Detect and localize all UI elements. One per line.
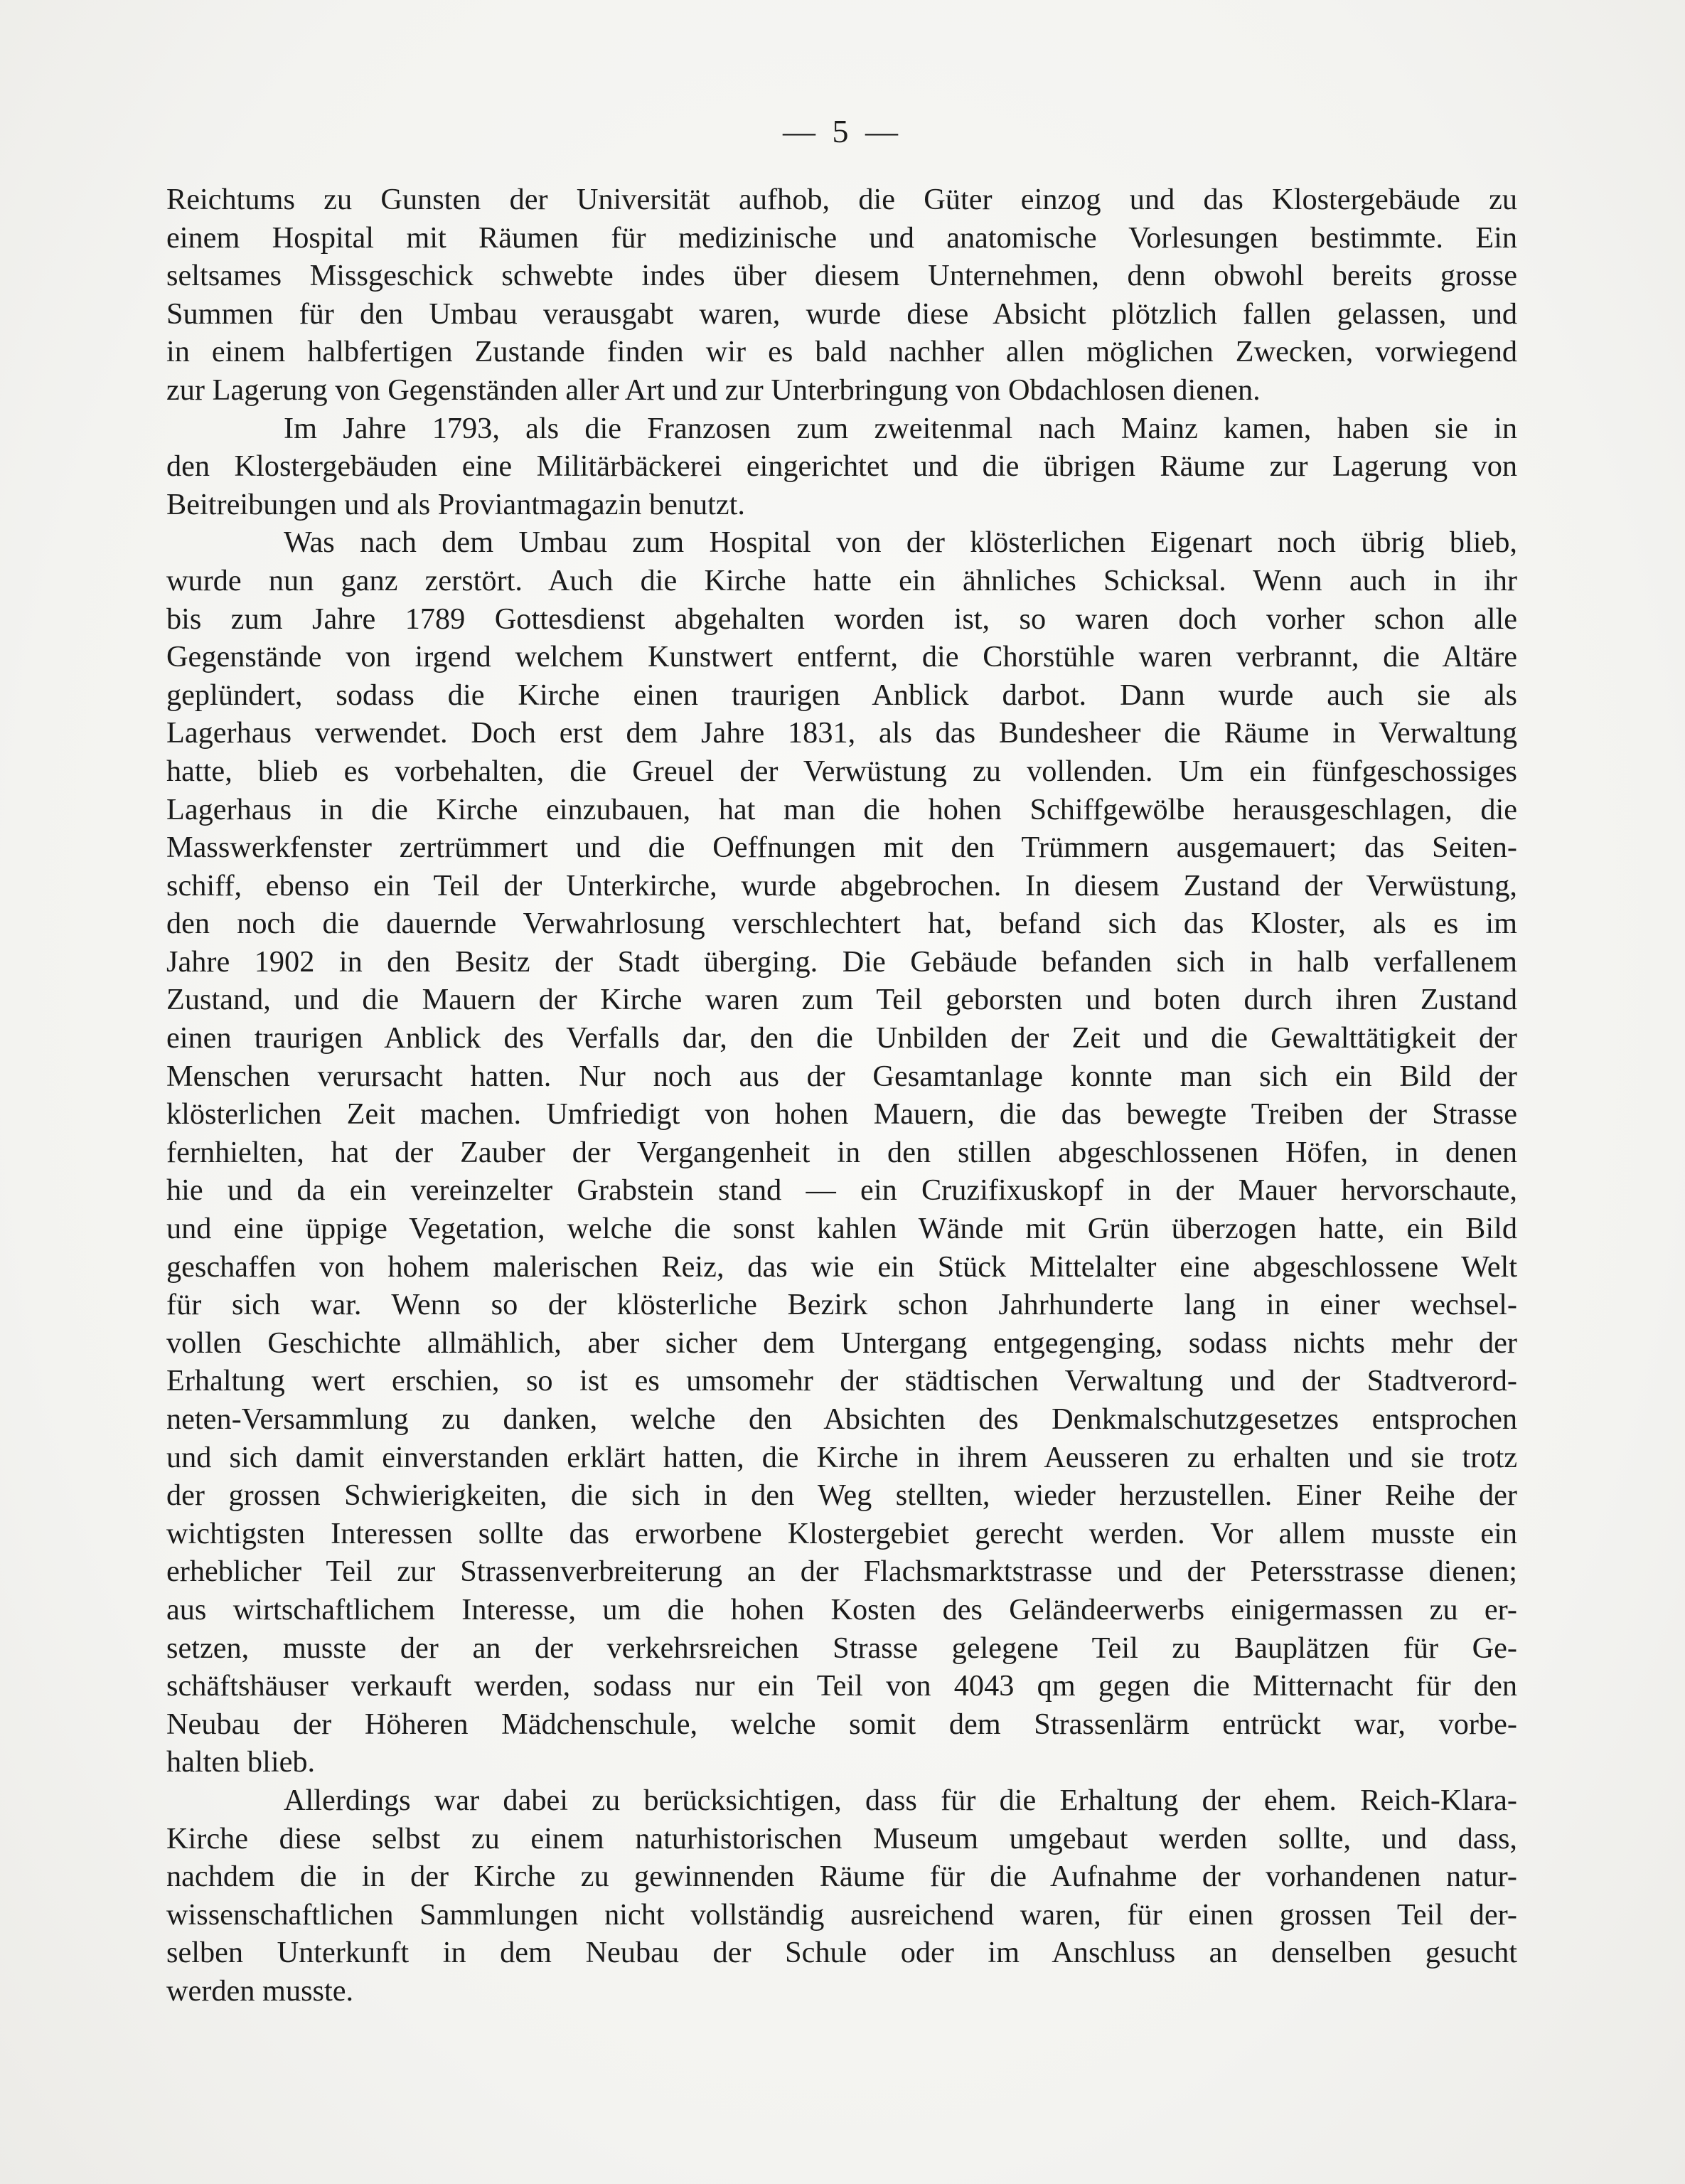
text-line: werden musste.: [166, 1973, 354, 2008]
paragraph: [166, 1781, 1517, 2010]
text-line: Summen für den Umbau verausgabt waren, wurde diese Absicht plötzlich fallen gelassen, und: [166, 297, 1517, 331]
text-line: einen traurigen Anblick des Verfalls dar, den die Unbilden der Zeit und die Gewalttätigkeit der: [166, 1021, 1517, 1055]
text-line: und sich damit einverstanden erklärt hatten, die Kirche in ihrem Aeusseren zu erhalten und sie trotz: [166, 1440, 1517, 1474]
text-line: wichtigsten Interessen sollte das erworbene Klostergebiet gerecht werden. Vor allem musste ein: [166, 1516, 1517, 1550]
text-line: hie und da ein vereinzelter Grabstein stand — ein Cruzifixuskopf in der Mauer hervorschaute,: [166, 1173, 1517, 1208]
text-line: den Klostergebäuden eine Militärbäckerei eingerichtet und die übrigen Räume zur Lagerung von: [166, 449, 1517, 484]
text-line: klösterlichen Zeit machen. Umfriedigt von hohen Mauern, die das bewegte Treiben der Strasse: [166, 1097, 1517, 1131]
text-line: Zustand, und die Mauern der Kirche waren zum Teil geborsten und boten durch ihren Zustand: [166, 983, 1517, 1017]
text-line: Was nach dem Umbau zum Hospital von der klösterlichen Eigenart noch übrig blieb,: [284, 526, 1517, 560]
text-line: erheblicher Teil zur Strassenverbreiterung an der Flachsmarktstrasse und der Petersstrasse dienen;: [166, 1555, 1517, 1589]
text-line: selben Unterkunft in dem Neubau der Schule oder im Anschluss an denselben gesucht: [166, 1936, 1517, 1970]
text-line: Menschen verursacht hatten. Nur noch aus der Gesamtanlage konnte man sich ein Bild der: [166, 1059, 1517, 1093]
text-line: und eine üppige Vegetation, welche die sonst kahlen Wände mit Grün überzogen hatte, ein Bild: [166, 1212, 1517, 1246]
text-line: vollen Geschichte allmählich, aber sicher dem Untergang entgegenging, sodass nichts mehr der: [166, 1326, 1517, 1360]
text-line: nachdem die in der Kirche zu gewinnenden Räume für die Aufnahme der vorhandenen natur-: [166, 1860, 1517, 1894]
text-line: Kirche diese selbst zu einem naturhistorischen Museum umgebaut werden sollte, und dass,: [166, 1821, 1517, 1855]
text-line: setzen, musste der an der verkehrsreichen Strasse gelegene Teil zu Bauplätzen für Ge-: [166, 1631, 1517, 1665]
text-line: Lagerhaus in die Kirche einzubauen, hat man die hohen Schiffgewölbe herausgeschlagen, die: [166, 792, 1517, 826]
paragraph: [166, 410, 1517, 524]
text-line: Neubau der Höheren Mädchenschule, welche somit dem Strassenlärm entrückt war, vorbe-: [166, 1707, 1517, 1741]
text-line: wissenschaftlichen Sammlungen nicht vollständig ausreichend waren, für einen grossen Teil der-: [166, 1897, 1517, 1932]
text-line: Erhaltung wert erschien, so ist es umsomehr der städtischen Verwaltung und der Stadtverord-: [166, 1364, 1517, 1398]
text-line: schäftshäuser verkauft werden, sodass nur ein Teil von 4043 qm gegen die Mitternacht für den: [166, 1669, 1517, 1703]
text-line: halten blieb.: [166, 1745, 316, 1779]
page-number: — 5 —: [783, 113, 902, 149]
text-line: hatte, blieb es vorbehalten, die Greuel der Verwüstung zu vollenden. Um ein fünfgeschossiges: [166, 754, 1517, 788]
text-line: einem Hospital mit Räumen für medizinische und anatomische Vorlesungen bestimmte. Ein: [166, 220, 1517, 255]
text-line: Allerdings war dabei zu berücksichtigen, dass für die Erhaltung der ehem. Reich-Klara-: [284, 1783, 1517, 1817]
text-line: Gegenstände von irgend welchem Kunstwert entfernt, die Chorstühle waren verbrannt, die Altäre: [166, 640, 1517, 674]
text-line: aus wirtschaftlichem Interesse, um die hohen Kosten des Geländeerwerbs einigermassen zu er-: [166, 1592, 1517, 1626]
body-text: [166, 181, 1517, 2010]
text-line: den noch die dauernde Verwahrlosung verschlechtert hat, befand sich das Kloster, als es im: [166, 907, 1517, 941]
text-line: Masswerkfenster zertrümmert und die Oeffnungen mit den Trümmern ausgemauert; das Seiten-: [166, 831, 1517, 865]
text-line: in einem halbfertigen Zustande finden wir es bald nachher allen möglichen Zwecken, vorwiegend: [166, 335, 1517, 369]
text-line: seltsames Missgeschick schwebte indes über diesem Unternehmen, denn obwohl bereits grosse: [166, 259, 1517, 293]
text-line: wurde nun ganz zerstört. Auch die Kirche hatte ein ähnliches Schicksal. Wenn auch in ihr: [166, 563, 1517, 597]
paragraph: [166, 523, 1517, 1781]
text-line: Lagerhaus verwendet. Doch erst dem Jahre 1831, als das Bundesheer die Räume in Verwaltung: [166, 716, 1517, 750]
text-line: geschaffen von hohem malerischen Reiz, das wie ein Stück Mittelalter eine abgeschlossene Welt: [166, 1250, 1517, 1284]
text-line: bis zum Jahre 1789 Gottesdienst abgehalten worden ist, so waren doch vorher schon alle: [166, 602, 1517, 636]
paragraph: [166, 181, 1517, 410]
text-line: Reichtums zu Gunsten der Universität aufhob, die Güter einzog und das Klostergebäude zu: [166, 183, 1517, 216]
text-line: der grossen Schwierigkeiten, die sich in den Weg stellten, wieder herzustellen. Einer Reihe der: [166, 1479, 1517, 1513]
text-line: für sich war. Wenn so der klösterliche Bezirk schon Jahrhunderte lang in einer wechsel-: [166, 1288, 1517, 1322]
text-line: neten-Versammlung zu danken, welche den Absichten des Denkmalschutzgesetzes entsprochen: [166, 1402, 1517, 1436]
text-line: fernhielten, hat der Zauber der Vergangenheit in den stillen abgeschlossenen Höfen, in denen: [166, 1135, 1517, 1169]
text-line: Beitreibungen und als Proviantmagazin benutzt.: [166, 487, 746, 521]
text-line: zur Lagerung von Gegenständen aller Art und zur Unterbringung von Obdachlosen dienen.: [166, 373, 1261, 407]
text-line: geplündert, sodass die Kirche einen traurigen Anblick darbot. Dann wurde auch sie als: [166, 678, 1517, 712]
text-line: Im Jahre 1793, als die Franzosen zum zweitenmal nach Mainz kamen, haben sie in: [284, 411, 1517, 445]
text-line: Jahre 1902 in den Besitz der Stadt überging. Die Gebäude befanden sich in halb verfallenem: [166, 944, 1517, 979]
text-line: schiff, ebenso ein Teil der Unterkirche, wurde abgebrochen. In diesem Zustand der Verwüstung,: [166, 868, 1517, 902]
